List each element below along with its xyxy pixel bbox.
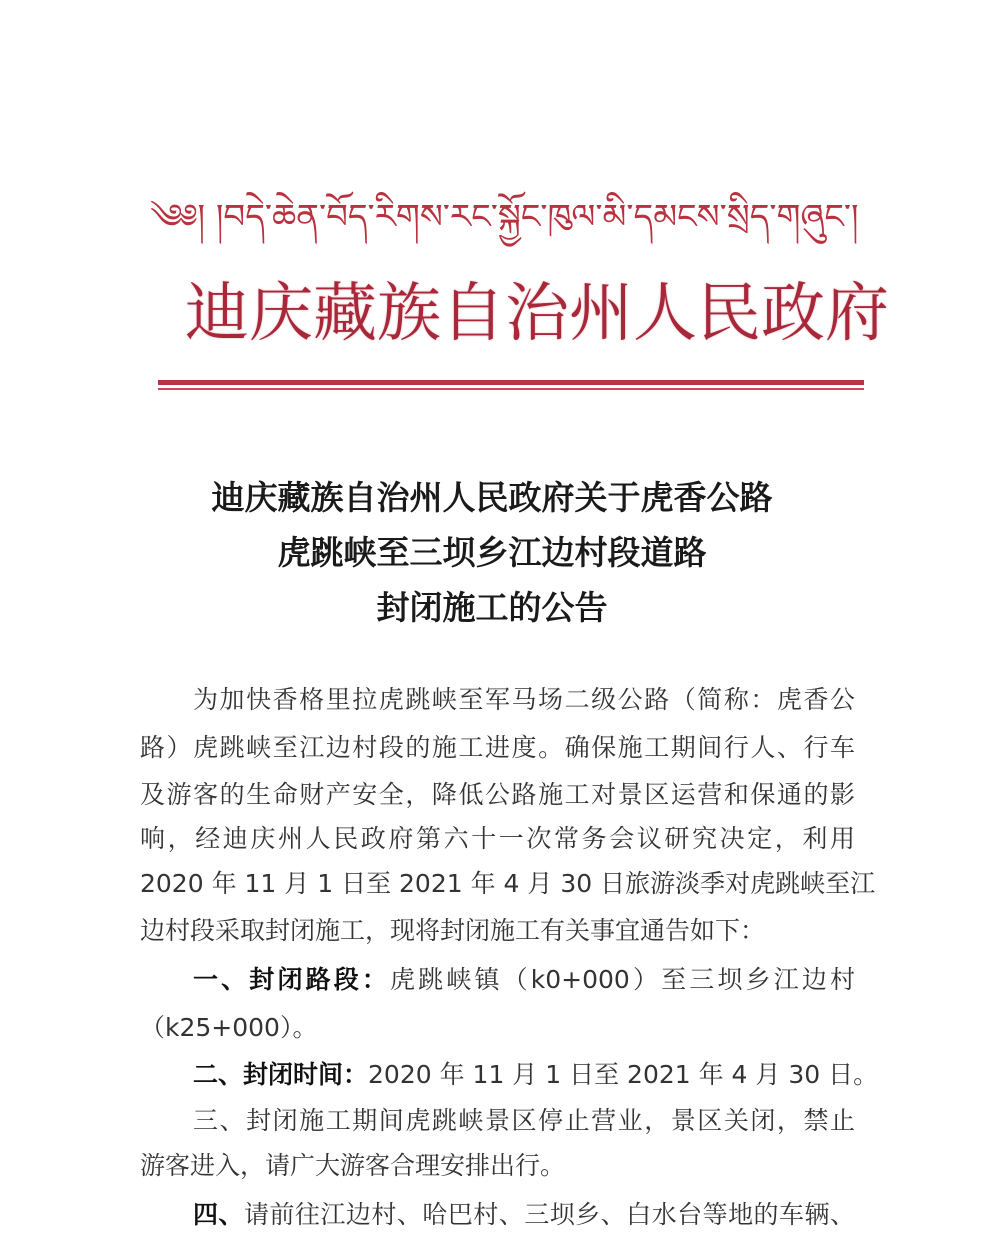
paragraph-line: 路）虎跳峡至江边村段的施工进度。确保施工期间行人、行车 (140, 733, 855, 762)
letterhead-divider (158, 380, 864, 385)
item-3-label: 三、 (193, 1106, 247, 1135)
item-3 (193, 1104, 855, 1138)
item-1-text: 虎跳峡镇（k0+000）至三坝乡江边村 (390, 965, 855, 994)
item-1-continued: （k25+000）。 (140, 1013, 318, 1042)
letterhead-tibetan: ༄༅། །བདེ་ཆེན་བོད་རིགས་རང་སྐྱོང་ཁུལ་མི་དམངས་སྲིད་གཞུང་། (150, 197, 859, 237)
document-title-line-2: 虎跳峡至三坝乡江边村段道路 (277, 533, 707, 572)
item-3-continued: 游客进入，请广大游客合理安排出行。 (140, 1151, 566, 1180)
paragraph-line: 边村段采取封闭施工，现将封闭施工有关事宜通告如下： (140, 916, 766, 945)
item-2-label: 二、封闭时间： (193, 1060, 369, 1089)
item-3-text: 封闭施工期间虎跳峡景区停止营业，景区关闭，禁止 (246, 1106, 855, 1135)
document-title-line-3: 封闭施工的公告 (376, 588, 608, 627)
letterhead-divider-thin (158, 388, 864, 390)
item-1-label: 一、封闭路段： (193, 965, 391, 994)
paragraph-line: 及游客的生命财产安全，降低公路施工对景区运营和保通的影 (140, 780, 855, 809)
paragraph-line: 2020 年 11 月 1 日至 2021 年 4 月 30 日旅游淡季对虎跳峡至江 (140, 869, 876, 898)
item-4-label: 四、 (193, 1200, 244, 1229)
item-1 (193, 963, 855, 997)
item-2-text: 2020 年 11 月 1 日至 2021 年 4 月 30 日。 (368, 1060, 879, 1089)
document-title-line-1: 迪庆藏族自治州人民政府关于虎香公路 (211, 478, 773, 517)
item-4-text: 请前往江边村、哈巴村、三坝乡、白水台等地的车辆、 (243, 1200, 855, 1229)
letterhead-organization: 迪庆藏族自治州人民政府 (185, 277, 889, 351)
item-2 (193, 1058, 879, 1092)
item-4 (193, 1198, 855, 1232)
paragraph-line: 响，经迪庆州人民政府第六十一次常务会议研究决定，利用 (140, 824, 855, 853)
paragraph-line: 为加快香格里拉虎跳峡至军马场二级公路（简称：虎香公 (193, 685, 855, 714)
